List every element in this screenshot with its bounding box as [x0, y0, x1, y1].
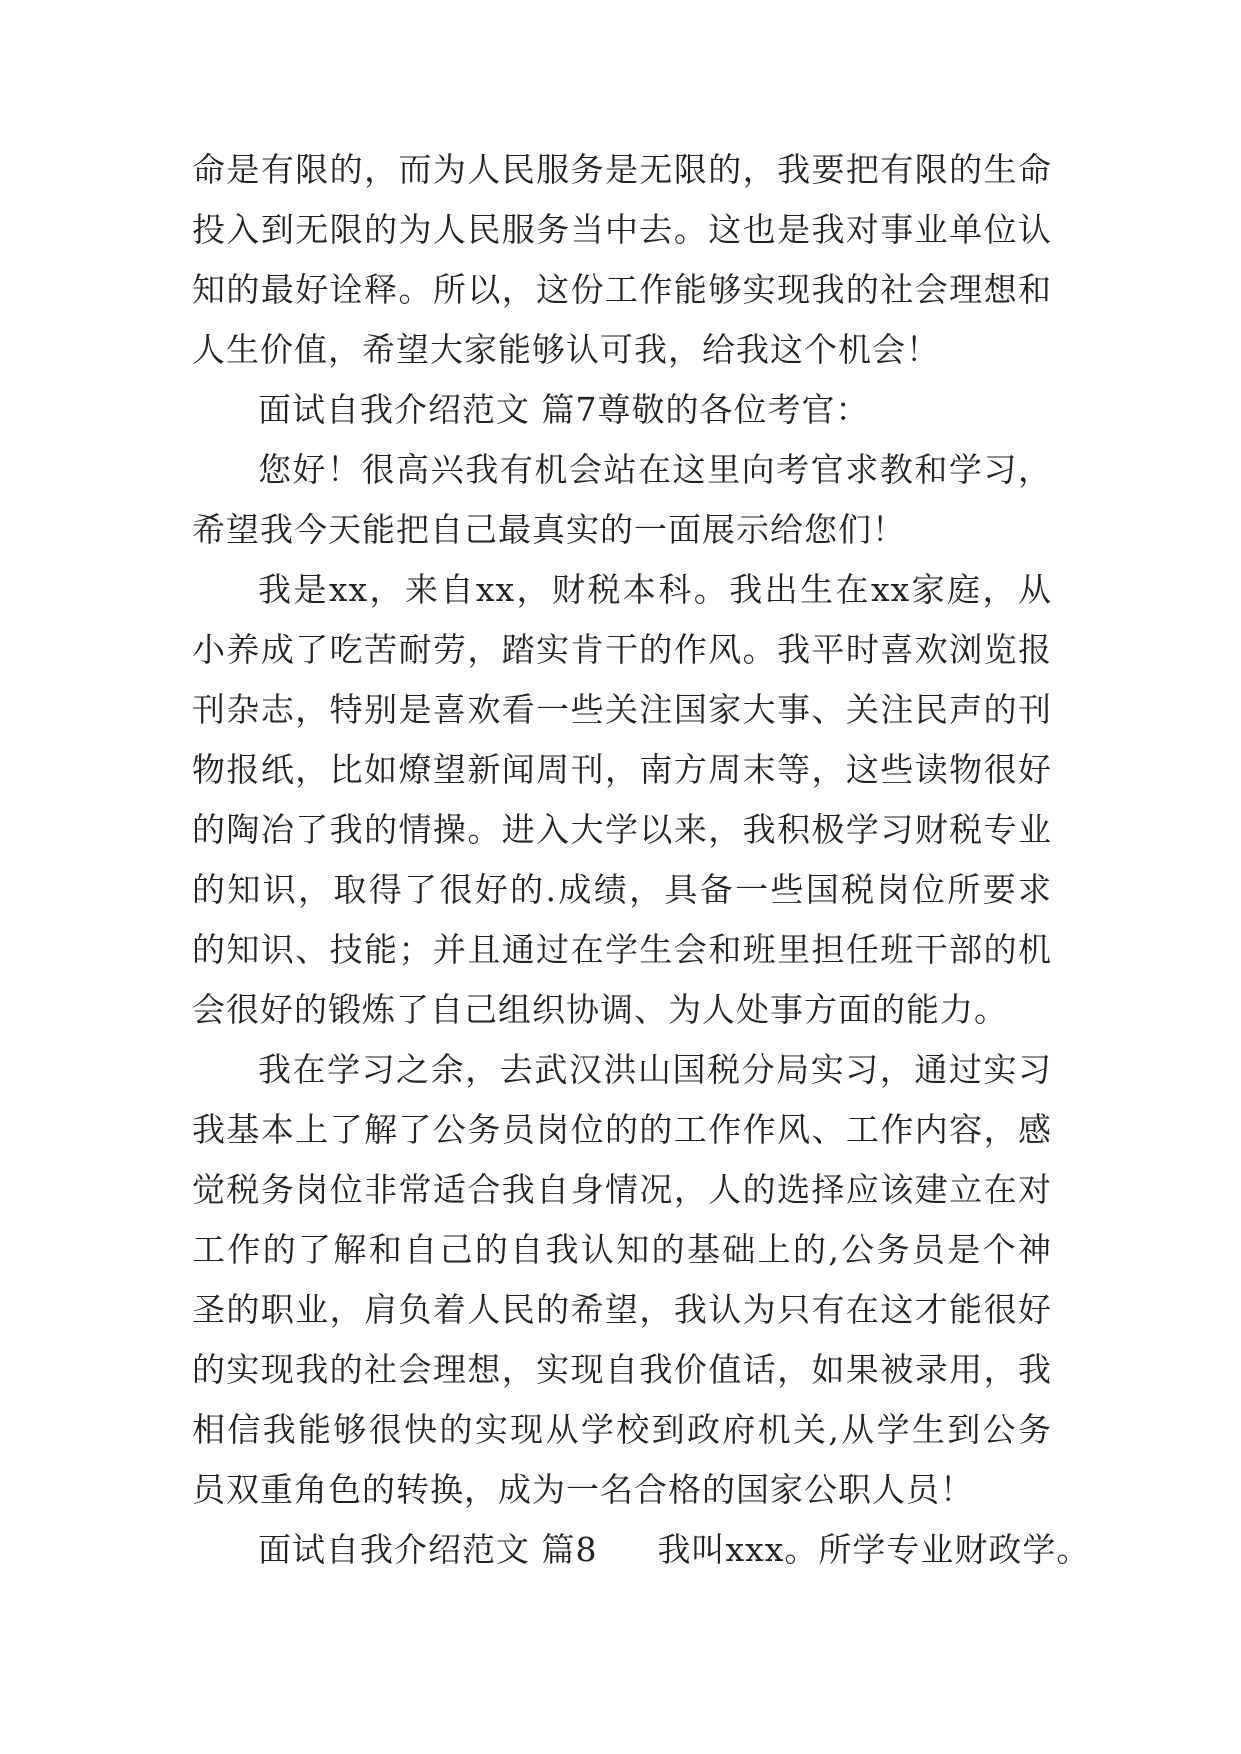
paragraph-internship: 我在学习之余，去武汉洪山国税分局实习，通过实习我基本上了解了公务员岗位的的工作作风、工作内容，感觉税务岗位非常适合我自身情况，人的选择应该建立在对工作的了解和自己的自我认知的基础上的,公务员是个神圣的职业，肩负着人民的希望，我认为只有在这才能很好的实现我的社会理想，实现自我价值话，如果被录用，我相信我能够很快的实现从学校到政府机关,从学生到公务员双重角色的转换，成为一名合格的国家公职人员！: [192, 1050, 1052, 1509]
section-heading-8-line: [192, 1520, 1091, 1580]
paragraph-greeting: 您好！很高兴我有机会站在这里向考官求教和学习，希望我今天能把自己最真实的一面展示给您们！: [192, 450, 1052, 549]
heading-gap: [598, 1520, 658, 1580]
section-heading-8: 面试自我介绍范文 篇8: [258, 1530, 598, 1569]
paragraph-continuation: 命是有限的，而为人民服务是无限的，我要把有限的生命投入到无限的为人民服务当中去。这也是我对事业单位认知的最好诠释。所以，这份工作能够实现我的社会理想和人生价值，希望大家能够认可我，给我这个机会！: [192, 150, 1052, 369]
document-body: [192, 140, 1091, 1580]
section-heading-7: 面试自我介绍范文 篇7尊敬的各位考官：: [258, 390, 870, 429]
section-8-intro-text: 我叫xxx。所学专业财政学。: [657, 1530, 1091, 1569]
paragraph-background: 我是xx，来自xx，财税本科。我出生在xx家庭，从小养成了吃苦耐劳，踏实肯干的作风。我平时喜欢浏览报刊杂志，特别是喜欢看一些关注国家大事、关注民声的刊物报纸，比如燎望新闻周刊，南方周末等，这些读物很好的陶冶了我的情操。进入大学以来，我积极学习财税专业的知识，取得了很好的.成绩，具备一些国税岗位所要求的知识、技能；并且通过在学生会和班里担任班干部的机会很好的锻炼了自己组织协调、为人处事方面的能力。: [192, 570, 1052, 1029]
